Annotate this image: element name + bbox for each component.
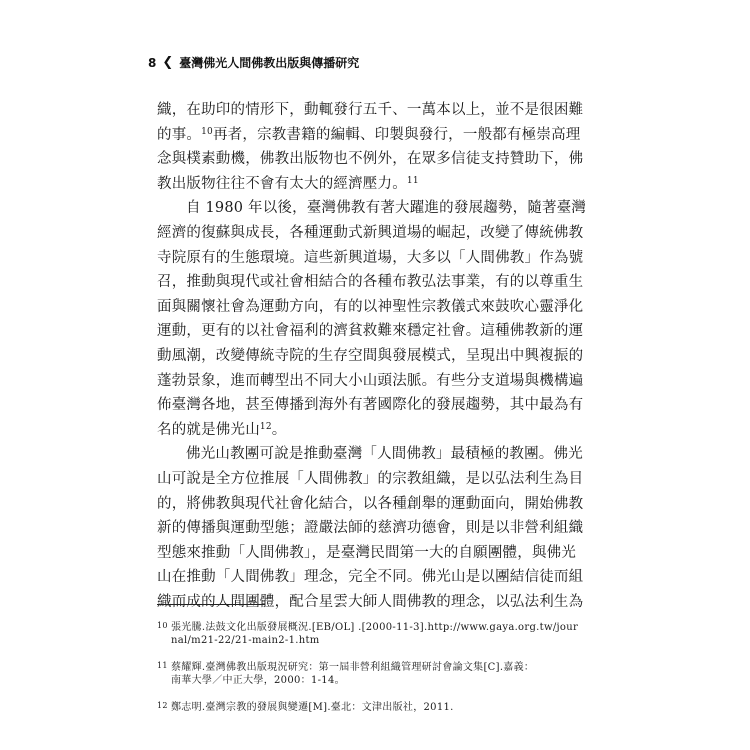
footnote-gap (157, 648, 575, 658)
text-segment: 織，在助印的情形下，動輒發行五千、一萬本以上，並不是很困難 (157, 102, 584, 118)
text-line (157, 172, 575, 197)
footnote-text: 南華大學／中正大學，2000：1-14。 (171, 675, 345, 686)
text-line (157, 246, 584, 271)
text-segment: 動風潮，改變傳統寺院的生存空間與發展模式，呈現出中興複振的 (157, 347, 584, 364)
text-line (157, 147, 584, 172)
text-segment: 佛光山教團可說是推動臺灣「人間佛教」最積極的教團。佛光 (186, 446, 583, 463)
text-segment: 。 (271, 421, 287, 438)
text-segment: 召，推動與現代或社會相結合的各種布教弘法事業，有的以尊重生 (157, 274, 584, 291)
text-segment: 寺院原有的生態環境。這些新興道場，大多以「人間佛教」作為號 (157, 249, 584, 266)
text-segment: 蓬勃景象，進而轉型出不同大小山頭法脈。有些分支道場與機構遍 (157, 372, 584, 389)
text-segment: 山可說是全方位推展「人間佛教」的宗教組織，是以弘法利生為目 (157, 470, 584, 487)
footnotes (157, 618, 579, 713)
text-line (157, 270, 584, 295)
footnote-text: nal/m21-22/21-main2-1.htm (171, 635, 320, 646)
footnote-line (157, 673, 575, 688)
text-line (157, 418, 575, 443)
footnote-divider (157, 604, 265, 605)
text-line (157, 565, 584, 590)
text-segment: 再者，宗教書籍的編輯、印製與發行，一般都有極崇高理 (212, 126, 581, 143)
text-segment: 織而成的人間團體，配合星雲大師人間佛教的理念，以弘法利生為 (157, 593, 584, 610)
text-line (157, 123, 581, 148)
footnote-line (157, 698, 575, 713)
footnote-text: 鄭志明.臺灣宗教的發展與變遷[M].臺北：文津出版社，2011. (171, 702, 454, 713)
text-segment: 面與關懷社會為運動方向，有的以神聖性宗教儀式來鼓吹心靈淨化 (157, 298, 584, 315)
chevron-left-icon: ❮ (162, 55, 174, 70)
footnote-line (157, 633, 575, 648)
footnote-text: 張光騰.法鼓文化出版發展概況.[EB/OL] .[2000-11-3].http://www.gaya.org.tw/jour (171, 622, 579, 633)
text-line (157, 393, 584, 418)
footnote-text: 蔡耀輝.臺灣佛教出版現況研究：第一屆非營利組織管理研討會論文集[C].嘉義： (171, 662, 535, 673)
running-title: 臺灣佛光人間佛教出版與傳播研究 (179, 56, 360, 70)
footnote-number: 12 (157, 701, 168, 710)
text-line (157, 541, 575, 566)
footnote-number: 11 (157, 661, 168, 670)
text-segment: 念與樸素動機，佛教出版物也不例外，在眾多信徒支持贊助下，佛 (157, 151, 584, 168)
text-line (157, 319, 584, 344)
text-segment: 的事。 (157, 126, 202, 143)
text-line (157, 442, 583, 467)
footnote-ref[interactable]: 12 (259, 421, 272, 432)
text-line (157, 492, 584, 517)
body-text (157, 98, 587, 614)
text-line (157, 467, 584, 492)
text-segment: 運動，更有的以社會福利的濟貧救難來穩定社會。這種佛教新的運 (157, 323, 584, 340)
text-segment: 佈臺灣各地，甚至傳播到海外有著國際化的發展趨勢，其中最為有 (157, 397, 584, 414)
text-line (157, 295, 584, 320)
running-header (148, 54, 359, 71)
text-segment: 的，將佛教與現代社會化結合，以各種創舉的運動面向，開始佛教 (157, 495, 584, 512)
text-segment: 新的傳播與運動型態；證嚴法師的慈濟功德會，則是以非營利組織 (157, 520, 584, 537)
text-segment: 自 1980 年以後，臺灣佛教有著大躍進的發展趨勢，隨著臺灣 (186, 200, 587, 217)
text-segment: 教出版物往往不會有太大的經濟壓力。 (157, 175, 407, 192)
footnote-line (157, 658, 575, 673)
footnote-ref[interactable]: 11 (406, 175, 419, 186)
footnote-line (157, 618, 579, 633)
page-number: 8 (148, 55, 157, 70)
footnote-gap (157, 688, 575, 698)
text-line (157, 344, 584, 369)
text-segment: 山在推動「人間佛教」理念，完全不同。佛光山是以團結信徒而組 (157, 569, 584, 586)
text-line (157, 590, 584, 615)
footnote-number: 10 (157, 621, 168, 630)
text-segment: 型態來推動「人間佛教」，是臺灣民間第一大的自願團體，與佛光 (157, 544, 577, 561)
text-line (157, 369, 584, 394)
text-line (157, 98, 584, 123)
text-segment: 經濟的復蘇與成長，各種運動式新興道場的崛起，改變了傳統佛教 (157, 224, 584, 241)
text-line (157, 516, 584, 541)
text-line (157, 221, 584, 246)
text-line (157, 196, 587, 221)
footnote-ref[interactable]: 10 (201, 126, 213, 137)
text-segment: 名的就是佛光山 (157, 421, 260, 438)
